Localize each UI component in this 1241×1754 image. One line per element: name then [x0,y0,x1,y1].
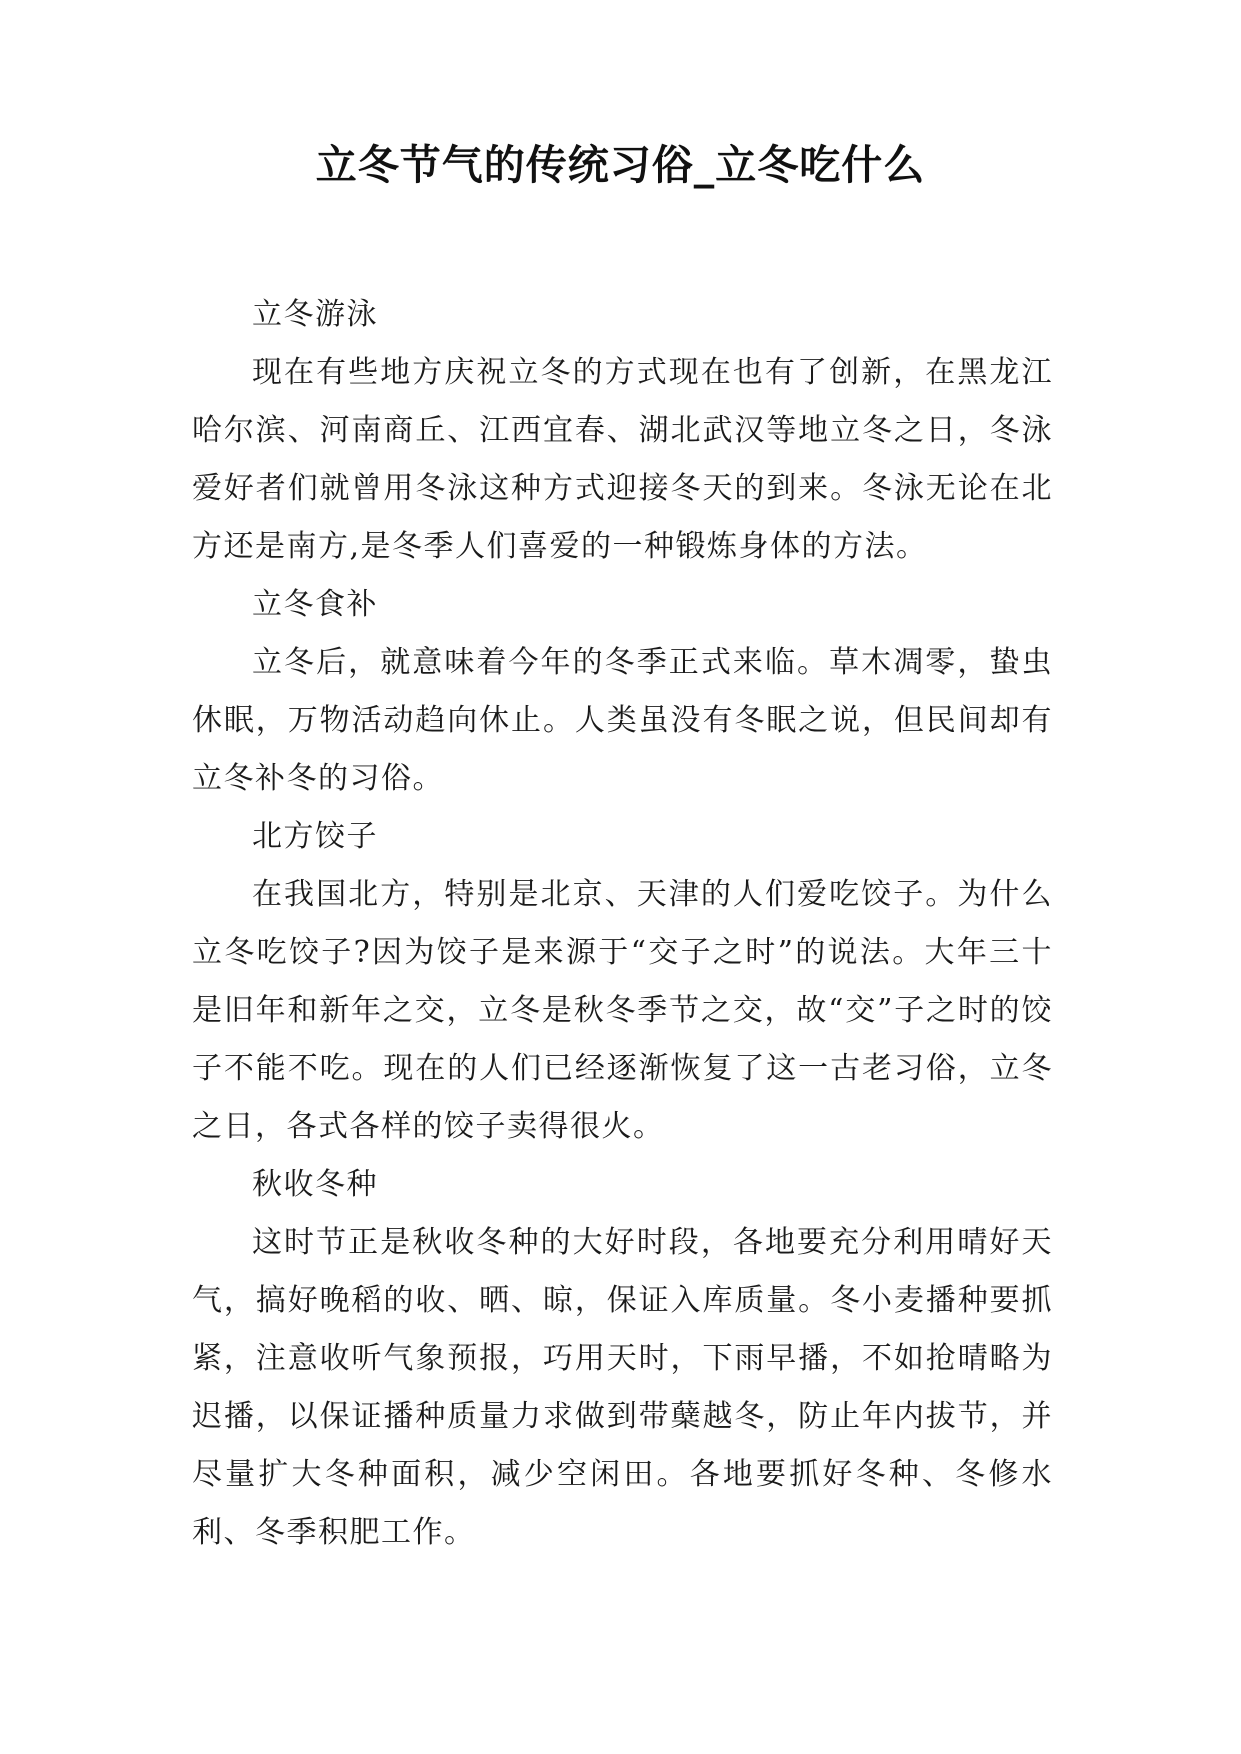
section-paragraph: 在我国北方，特别是北京、天津的人们爱吃饺子。为什么立冬吃饺子?因为饺子是来源于“交子之时”的说法。大年三十是旧年和新年之交，立冬是秋冬季节之交，故“交”子之时的饺子不能不吃。现在的人们已经逐渐恢复了这一古老习俗，立冬之日，各式各样的饺子卖得很火。 [192,877,1053,1144]
section-heading: 立冬游泳 [252,297,378,332]
section-paragraph: 这时节正是秋收冬种的大好时段，各地要充分利用晴好天气，搞好晚稻的收、晒、晾，保证入库质量。冬小麦播种要抓紧，注意收听气象预报，巧用天时，下雨早播，不如抢晴略为迟播，以保证播种质量力求做到带蘖越冬，防止年内拔节，并尽量扩大冬种面积，减少空闲田。各地要抓好冬种、冬修水利、冬季积肥工作。 [192,1225,1053,1550]
article-body [192,286,1053,1562]
section-heading: 北方饺子 [252,819,378,854]
section-paragraph: 现在有些地方庆祝立冬的方式现在也有了创新，在黑龙江哈尔滨、河南商丘、江西宜春、湖北武汉等地立冬之日，冬泳爱好者们就曾用冬泳这种方式迎接冬天的到来。冬泳无论在北方还是南方,是冬季人们喜爱的一种锻炼身体的方法。 [192,355,1053,564]
section-paragraph: 立冬后，就意味着今年的冬季正式来临。草木凋零，蛰虫休眠，万物活动趋向休止。人类虽没有冬眠之说，但民间却有立冬补冬的习俗。 [192,645,1053,796]
section-heading: 立冬食补 [252,587,378,622]
page-title: 立冬节气的传统习俗_立冬吃什么 [315,141,926,189]
section-heading: 秋收冬种 [252,1167,378,1202]
